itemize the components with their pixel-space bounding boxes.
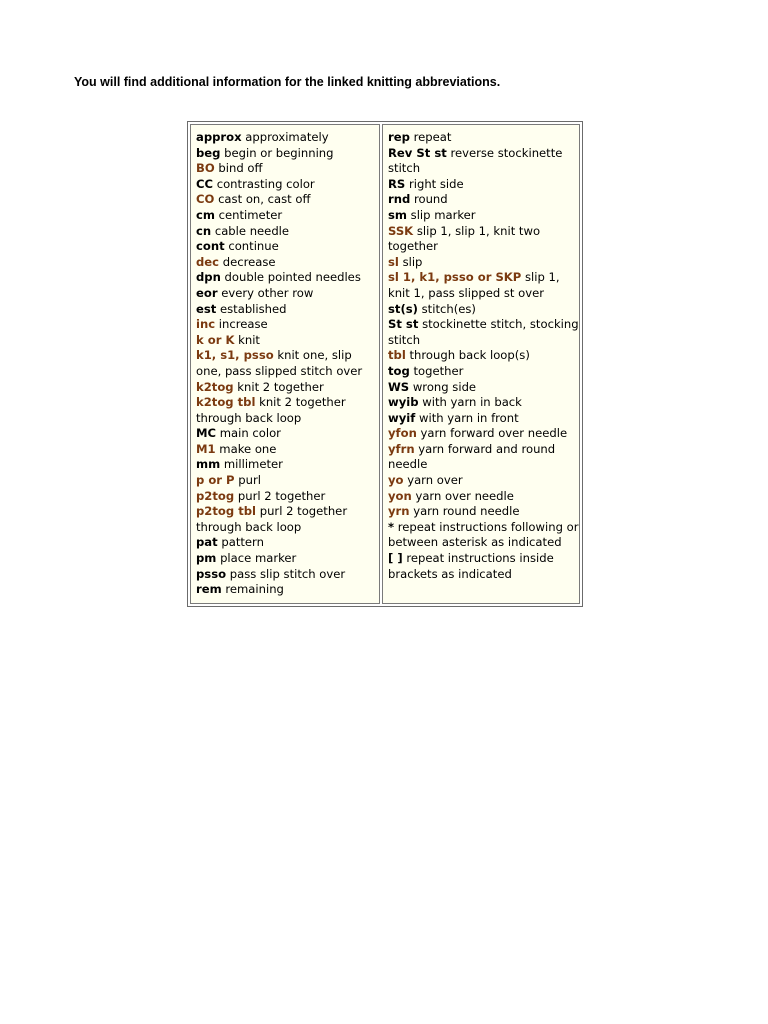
abbreviation-term: RS <box>388 176 406 191</box>
abbreviation-entry <box>196 208 379 224</box>
abbreviation-definition: round <box>413 192 448 207</box>
abbreviation-definition: repeat instructions following or between asterisk as indicated <box>388 519 579 550</box>
abbreviation-entry <box>388 348 579 364</box>
abbreviation-link[interactable]: yo <box>388 473 404 488</box>
abbreviation-entry <box>196 192 379 208</box>
abbreviation-entry <box>388 146 579 177</box>
abbreviation-term: WS <box>388 379 410 394</box>
abbreviation-entry <box>196 286 379 302</box>
abbreviation-definition: cast on, cast off <box>218 192 311 207</box>
abbreviation-definition: yarn forward over needle <box>420 426 568 441</box>
abbreviation-definition: right side <box>408 176 464 191</box>
abbreviation-definition: remaining <box>225 582 284 597</box>
abbreviation-term: wyib <box>388 395 419 410</box>
abbreviation-definition: double pointed needles <box>224 270 361 285</box>
abbreviation-entry <box>196 551 379 567</box>
abbreviation-definition: cable needle <box>214 223 290 238</box>
abbreviation-entry <box>196 333 379 349</box>
abbreviation-definition: stitch(es) <box>421 301 476 316</box>
abbreviation-link[interactable]: CO <box>196 192 215 207</box>
intro-text: You will find additional information for the linked knitting abbreviations. <box>74 75 501 89</box>
abbreviation-entry <box>196 177 379 193</box>
abbreviation-term: [ ] <box>388 551 403 566</box>
abbreviation-definition: approximately <box>245 130 329 144</box>
abbreviation-entry <box>388 489 579 505</box>
abbreviation-entry <box>388 302 579 318</box>
abbreviation-definition: purl 2 together <box>237 488 326 503</box>
abbreviation-term: cm <box>196 207 215 222</box>
abbreviation-link[interactable]: p2tog tbl <box>196 504 257 519</box>
abbreviation-entry <box>388 473 579 489</box>
abbreviation-term: MC <box>196 426 217 441</box>
abbreviation-link[interactable]: yon <box>388 488 412 503</box>
abbreviation-entry <box>196 161 379 177</box>
abbreviation-term: sm <box>388 207 407 222</box>
abbreviation-link[interactable]: sl 1, k1, psso or SKP <box>388 270 522 285</box>
abbreviation-entry <box>196 395 379 426</box>
abbreviation-definition: slip 1, slip 1, knit two together <box>388 223 541 254</box>
abbreviation-link[interactable]: k1, s1, psso <box>196 348 274 363</box>
abbreviation-entry <box>388 224 579 255</box>
abbreviation-entry <box>196 582 379 598</box>
abbreviation-entry <box>196 567 379 583</box>
abbreviation-link[interactable]: inc <box>196 317 216 332</box>
abbreviation-entry <box>196 255 379 271</box>
abbreviation-term: rnd <box>388 192 411 207</box>
abbreviation-definition: with yarn in front <box>418 410 519 425</box>
abbreviation-definition: purl <box>238 473 261 488</box>
abbreviation-term: Rev St st <box>388 145 447 160</box>
abbreviation-entry <box>196 302 379 318</box>
abbreviation-entry <box>196 442 379 458</box>
abbreviation-entry <box>196 380 379 396</box>
abbreviation-link[interactable]: yfon <box>388 426 417 441</box>
abbreviation-definition: decrease <box>222 254 276 269</box>
abbreviation-definition: centimeter <box>218 207 283 222</box>
abbreviation-entry <box>196 426 379 442</box>
abbreviation-term: cn <box>196 223 212 238</box>
abbreviation-entry <box>388 255 579 271</box>
abbreviation-link[interactable]: SSK <box>388 223 414 238</box>
abbreviations-table <box>187 121 583 607</box>
abbreviation-definition: slip marker <box>410 207 476 222</box>
abbreviation-definition: knit one, slip one, pass slipped stitch over <box>196 348 363 378</box>
abbreviation-definition: begin or beginning <box>224 145 334 160</box>
abbreviation-link[interactable]: dec <box>196 254 220 269</box>
abbreviation-definition: contrasting color <box>216 176 315 191</box>
abbreviation-definition: through back loop(s) <box>409 348 530 363</box>
abbreviation-term: rem <box>196 582 222 597</box>
abbreviation-definition: millimeter <box>223 457 283 472</box>
abbreviation-link[interactable]: p or P <box>196 473 235 488</box>
abbreviation-link[interactable]: M1 <box>196 441 216 456</box>
abbreviation-definition: repeat instructions inside brackets as indicated <box>388 551 554 581</box>
abbreviation-entry <box>388 177 579 193</box>
abbreviation-entry <box>388 551 579 582</box>
abbreviation-entry <box>196 535 379 551</box>
abbreviation-entry <box>196 457 379 473</box>
abbreviation-term: St st <box>388 317 419 332</box>
abbreviation-definition: purl 2 together through back loop <box>196 504 348 534</box>
abbreviation-definition: knit 2 together through back loop <box>196 395 346 425</box>
abbreviation-term: rep <box>388 130 410 144</box>
abbreviation-definition: every other row <box>221 285 314 300</box>
abbreviation-link[interactable]: p2tog <box>196 488 235 503</box>
abbreviation-definition: main color <box>219 426 281 441</box>
abbreviation-definition: repeat <box>413 130 452 144</box>
abbreviation-definition: with yarn in back <box>422 395 522 410</box>
abbreviation-definition: increase <box>218 317 268 332</box>
abbreviation-definition: place marker <box>220 551 297 566</box>
abbreviation-entry <box>388 208 579 224</box>
abbreviation-link[interactable]: k2tog <box>196 379 234 394</box>
abbreviation-entry <box>196 270 379 286</box>
abbreviation-term: dpn <box>196 270 221 285</box>
abbreviation-term: pat <box>196 535 218 550</box>
abbreviation-entry <box>388 380 579 396</box>
abbreviation-term: st(s) <box>388 301 418 316</box>
abbreviation-entry <box>196 473 379 489</box>
abbreviation-definition: pattern <box>221 535 264 550</box>
abbreviation-term: CC <box>196 176 214 191</box>
abbreviation-definition: make one <box>219 441 277 456</box>
abbreviation-term: wyif <box>388 410 416 425</box>
abbreviation-entry <box>196 239 379 255</box>
abbreviation-term: beg <box>196 145 221 160</box>
abbreviation-entry <box>388 192 579 208</box>
abbreviation-entry <box>196 348 379 379</box>
abbreviation-term: mm <box>196 457 221 472</box>
abbreviation-entry <box>388 130 579 146</box>
abbreviation-entry <box>388 395 579 411</box>
abbreviation-entry <box>196 317 379 333</box>
abbreviation-term: est <box>196 301 217 316</box>
abbreviation-definition: yarn round needle <box>413 504 520 519</box>
abbreviation-entry <box>388 426 579 442</box>
abbreviation-term: * <box>388 519 395 534</box>
abbreviation-term: approx <box>196 130 242 144</box>
abbreviation-definition: yarn over <box>407 473 463 488</box>
abbreviations-column-right <box>382 124 580 604</box>
abbreviation-definition: yarn forward and round needle <box>388 441 556 472</box>
abbreviation-entry <box>388 442 579 473</box>
abbreviation-link[interactable]: tbl <box>388 348 406 363</box>
abbreviation-definition: slip 1, knit 1, pass slipped st over <box>388 270 560 300</box>
abbreviation-definition: yarn over needle <box>415 488 514 503</box>
abbreviation-entry <box>196 130 379 146</box>
abbreviation-entry <box>388 520 579 551</box>
abbreviation-entry <box>388 411 579 427</box>
abbreviation-definition: bind off <box>218 161 263 176</box>
abbreviation-term: cont <box>196 239 225 254</box>
abbreviation-entry <box>388 504 579 520</box>
abbreviation-entry <box>388 364 579 380</box>
abbreviation-definition: pass slip stitch over <box>229 566 346 581</box>
abbreviation-entry <box>388 270 579 301</box>
abbreviation-definition: knit <box>238 332 260 347</box>
abbreviation-term: pm <box>196 551 217 566</box>
abbreviation-term: eor <box>196 285 218 300</box>
abbreviation-link[interactable]: k or K <box>196 332 235 347</box>
abbreviation-link[interactable]: BO <box>196 161 215 176</box>
abbreviation-definition: slip <box>402 254 423 269</box>
abbreviation-definition: wrong side <box>412 379 477 394</box>
abbreviation-definition: reverse stockinette stitch <box>388 145 563 176</box>
abbreviation-entry <box>196 146 379 162</box>
abbreviation-definition: together <box>413 363 464 378</box>
abbreviation-definition: established <box>220 301 287 316</box>
abbreviation-definition: stockinette stitch, stocking stitch <box>388 317 579 347</box>
abbreviation-entry <box>196 224 379 240</box>
abbreviation-term: psso <box>196 566 227 581</box>
abbreviation-entry <box>196 489 379 505</box>
abbreviation-link[interactable]: k2tog tbl <box>196 395 256 410</box>
abbreviation-link[interactable]: yfrn <box>388 441 415 456</box>
abbreviations-column-left <box>190 124 380 604</box>
abbreviation-definition: continue <box>228 239 279 254</box>
abbreviation-entry <box>388 317 579 348</box>
abbreviation-link[interactable]: yrn <box>388 504 410 519</box>
abbreviation-definition: knit 2 together <box>237 379 324 394</box>
abbreviation-link[interactable]: sl <box>388 254 399 269</box>
abbreviation-term: tog <box>388 363 410 378</box>
abbreviation-entry <box>196 504 379 535</box>
